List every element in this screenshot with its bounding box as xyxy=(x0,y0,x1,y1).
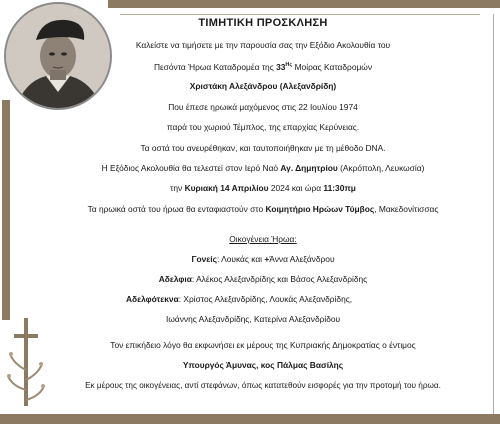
village-line: παρά του χωριού Τέμπλος, της επαρχίας Κερύνειας. xyxy=(166,122,360,132)
unit-number: 33 xyxy=(276,61,286,72)
mother-name: Άννα Αλεξάνδρου xyxy=(269,254,335,264)
parents-line xyxy=(28,254,498,264)
burial-post-text: , Μακεδονίτισσας xyxy=(374,204,439,214)
siblings-label: Αδελφια xyxy=(158,274,192,284)
unit-ordinal: Ης xyxy=(285,62,293,68)
invitation-title: ΤΙΜΗΤΙΚΗ ΠΡΟΣΚΛΗΣΗ xyxy=(198,17,328,29)
minister-line: Υπουργός Άμυνας, κος Πάλμας Βασίλης xyxy=(182,360,344,370)
church-line xyxy=(28,163,498,173)
frame-top-bar xyxy=(108,0,500,8)
burial-line xyxy=(28,204,498,214)
church-post-text: (Ακρόπολη, Λευκωσία) xyxy=(337,163,425,173)
donations-line: Εκ μέρους της οικογένειας, αντί στεφάνων, όπως κατατεθούν εισφορές για την προτομή του ήρωα. xyxy=(85,381,441,390)
frame-inner-right-line xyxy=(493,14,494,414)
date-pre-text: την xyxy=(170,183,185,193)
parents-text: : Λουκάς και xyxy=(216,254,265,264)
church-pre-text: Η Εξόδιος Ακολουθία θα τελεστεί στον Ιερό Ναό xyxy=(101,163,281,173)
burial-pre-text: Τα ηρωικά οστά του ήρωα θα ενταφιαστούν στο xyxy=(87,204,266,214)
burial-place: Κοιμητήριο Ηρώων Τύμβος xyxy=(265,204,375,214)
church-name: Αγ. Δημητρίου xyxy=(280,163,338,173)
family-heading: Οικογένεια Ήρωα: xyxy=(229,234,297,244)
date-mid-text: 2024 και ώρα xyxy=(268,183,324,193)
siblings-line xyxy=(28,274,498,284)
deceased-cross-mark: + xyxy=(264,254,270,264)
ceremony-date: Κυριακή 14 Απριλίου xyxy=(184,183,269,193)
hero-name: Χριστάκη Αλεξάνδρου (Αλεξανδρίδη) xyxy=(189,81,337,91)
date-line xyxy=(28,183,498,193)
nephews-line-1 xyxy=(126,294,352,304)
ceremony-time: 11:30πμ xyxy=(323,183,356,193)
nephews-label: Αδελφότεκνα xyxy=(126,294,179,304)
siblings-names: : Αλέκος Αλεξανδρίδης και Βάσος Αλεξανδρίδης xyxy=(191,274,368,284)
hero-rank-line xyxy=(28,60,498,72)
eulogy-line: Τον επικήδειο λόγο θα εκφωνήσει εκ μέρους της Κυπριακής Δημοκρατίας ο έντιμος xyxy=(110,340,416,350)
frame-left-bar xyxy=(2,100,10,320)
nephews-names-1: : Χρίστος Αλεξανδρίδης, Λουκάς Αλεξανδρίδης, xyxy=(178,294,353,304)
intro-line: Καλείστε να τιμήσετε με την παρουσία σας την Εξόδιο Ακολουθία του xyxy=(135,40,391,50)
frame-bottom-bar xyxy=(0,414,500,424)
frame-inner-top-line xyxy=(120,14,480,15)
fell-line: Που έπεσε ηρωικά μαχόμενος στις 22 Ιουλίου 1974 xyxy=(168,102,358,112)
parents-label: Γονείς xyxy=(191,254,217,264)
nephews-line-2: Ιωάννης Αλεξανδρίδης, Κατερίνα Αλεξανδρίδου xyxy=(166,314,341,324)
rank-text: Πεσόντα Ήρωα Καταδρομέα της xyxy=(153,61,277,72)
dna-line: Τα οστά του ανευρέθηκαν, και ταυτοποιήθηκαν με τη μέθοδο DNA. xyxy=(140,143,386,153)
unit-text: Μοίρας Καταδρομών xyxy=(292,61,373,72)
